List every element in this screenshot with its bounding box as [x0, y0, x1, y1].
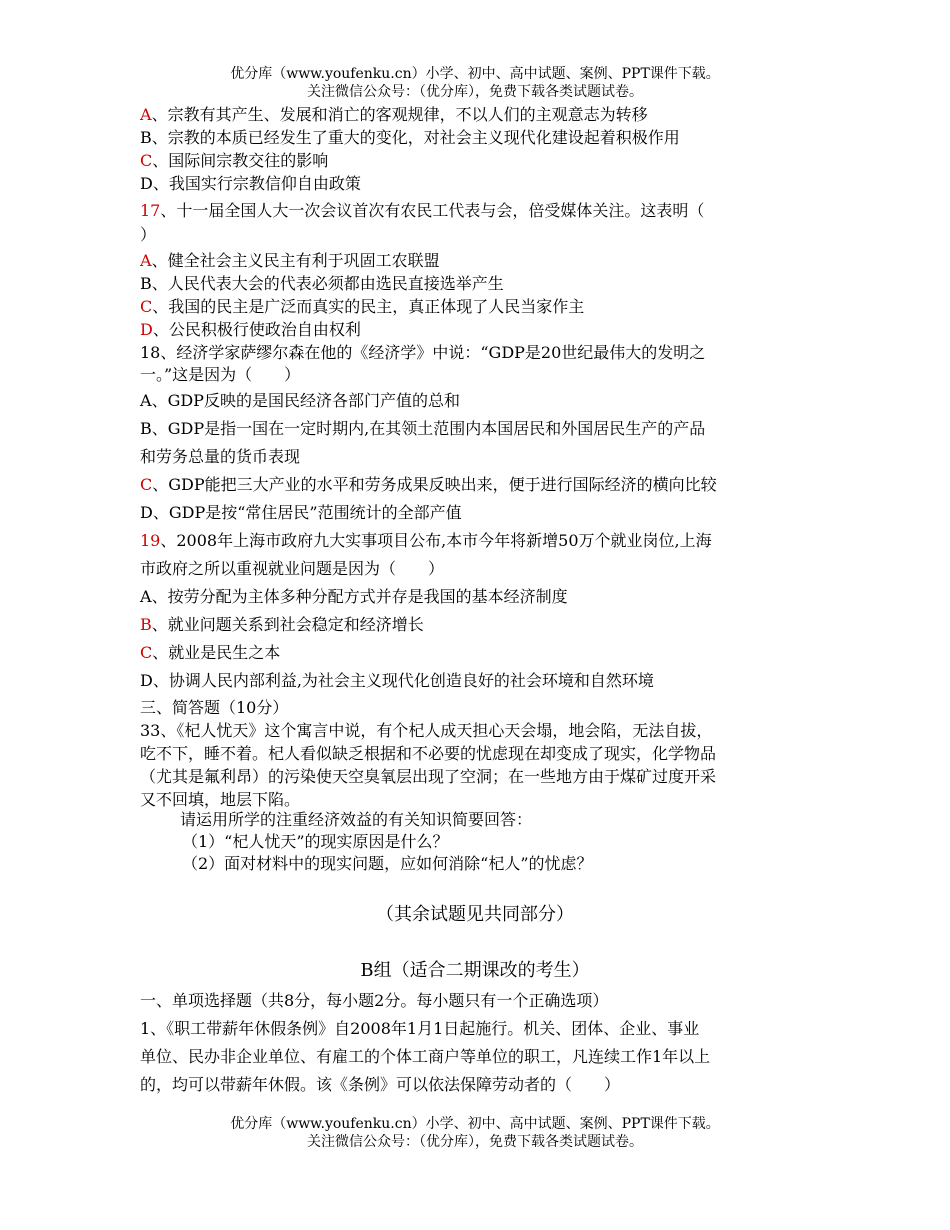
q33-line-1: 33、《杞人忧天》这个寓言中说，有个杞人成天担心天会塌，地会陷，无法自拔，: [140, 721, 713, 740]
page-header-line-1: 优分库（www.youfenku.cn）小学、初中、高中试题、案例、PPT课件下载。: [230, 66, 720, 82]
q18-option-d: D、GDP是按“常住居民”范围统计的全部产值: [140, 503, 462, 522]
rest-note: （其余试题见共同部分）: [376, 904, 574, 925]
q16-option-d: D、我国实行宗教信仰自由政策: [140, 174, 361, 193]
q33-instruction: 请运用所学的注重经济效益的有关知识简要回答：: [180, 810, 533, 829]
q17-option-d: D、公民积极行使政治自由权利: [140, 320, 361, 339]
group-b-q1-line-3: 的，均可以带薪年休假。该《条例》可以依法保障劳动者的（ ）: [140, 1075, 621, 1094]
page-footer-line-1: 优分库（www.youfenku.cn）小学、初中、高中试题、案例、PPT课件下载。: [230, 1116, 720, 1132]
q33-line-4: 又不回填，地层下陷。: [140, 790, 301, 809]
q33-sub-question-1: （1）“杞人忧天”的现实原因是什么？: [182, 832, 449, 851]
q19-option-d: D、协调人民内部利益,为社会主义现代化创造良好的社会环境和自然环境: [140, 671, 654, 690]
q18-option-c: C、GDP能把三大产业的水平和劳务成果反映出来，便于进行国际经济的横向比较: [140, 475, 717, 494]
q19-stem: 19、2008年上海市政府九大实事项目公布,本市今年将新增50万个就业岗位,上海: [140, 531, 712, 550]
q16-option-b: B、宗教的本质已经发生了重大的变化，对社会主义现代化建设起着积极作用: [140, 128, 680, 147]
q18-stem-cont: 一。”这是因为（ ）: [140, 365, 301, 384]
page-header-line-2: 关注微信公众号：（优分库），免费下载各类试题试卷。: [307, 84, 643, 100]
section3-title: 三、简答题（10分）: [140, 698, 289, 717]
q18-option-a: A、GDP反映的是国民经济各部门产值的总和: [140, 391, 460, 410]
q17-option-b: B、人民代表大会的代表必须都由选民直接选举产生: [140, 274, 504, 293]
group-b-section1-title: 一、单项选择题（共8分，每小题2分。每小题只有一个正确选项）: [140, 991, 609, 1010]
group-b-q1-line-1: 1、《职工带薪年休假条例》自2008年1月1日起施行。机关、团体、企业、事业: [140, 1019, 700, 1038]
q18-option-b: B、GDP是指一国在一定时期内,在其领土范围内本国居民和外国居民生产的产品: [140, 419, 706, 438]
q17-option-c: C、我国的民主是广泛而真实的民主，真正体现了人民当家作主: [140, 297, 585, 316]
q33-sub-question-2: （2）面对材料中的现实问题，应如何消除“杞人”的忧虑？: [182, 854, 593, 873]
group-b-q1-line-2: 单位、民办非企业单位、有雇工的个体工商户等单位的职工，凡连续工作1年以上: [140, 1047, 711, 1066]
q16-option-c: C、国际间宗教交往的影响: [140, 151, 329, 170]
q19-option-b: B、就业问题关系到社会稳定和经济增长: [140, 615, 424, 634]
q16-option-a: A、宗教有其产生、发展和消亡的客观规律，不以人们的主观意志为转移: [140, 105, 648, 124]
page-footer-line-2: 关注微信公众号：（优分库），免费下载各类试题试卷。: [307, 1134, 643, 1150]
q33-line-2: 吃不下，睡不着。杞人看似缺乏根据和不必要的忧虑现在却变成了现实，化学物品: [140, 744, 717, 763]
q33-line-3: （尤其是氟利昂）的污染使天空臭氧层出现了空洞；在一些地方由于煤矿过度开采: [140, 767, 717, 786]
group-b-title: B组（适合二期课改的考生）: [360, 960, 590, 981]
q17-option-a: A、健全社会主义民主有利于巩固工农联盟: [140, 251, 440, 270]
q19-stem-cont: 市政府之所以重视就业问题是因为（ ）: [140, 559, 445, 578]
q17-stem: 17、十一届全国人大一次会议首次有农民工代表与会，倍受媒体关注。这表明（: [140, 201, 705, 220]
q18-option-b-cont: 和劳务总量的货币表现: [140, 447, 301, 466]
q19-option-a: A、按劳分配为主体多种分配方式并存是我国的基本经济制度: [140, 587, 568, 606]
q19-option-c: C、就业是民生之本: [140, 643, 281, 662]
q17-stem-cont: ）: [140, 225, 157, 244]
q18-stem: 18、经济学家萨缪尔森在他的《经济学》中说：“GDP是20世纪最伟大的发明之: [140, 343, 706, 362]
